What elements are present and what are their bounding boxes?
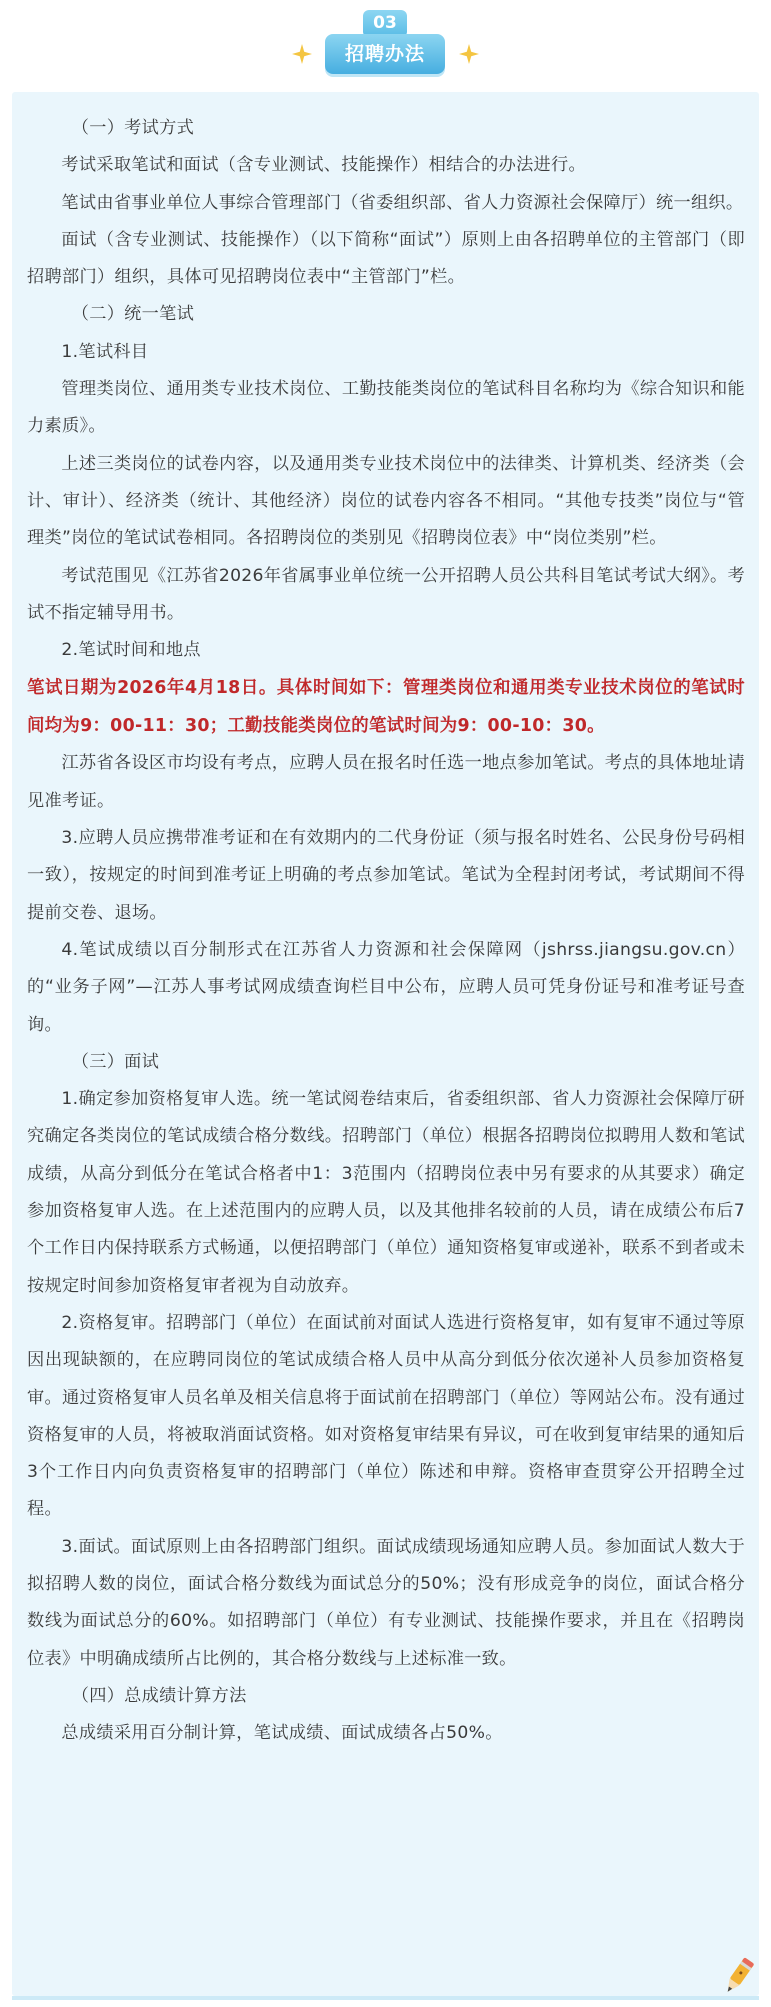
section-title: 招聘办法 xyxy=(325,34,445,74)
section-number-badge: 03 xyxy=(363,10,407,36)
paragraph: 总成绩采用百分制计算，笔试成绩、面试成绩各占50%。 xyxy=(61,1723,503,1744)
paragraph: 2.资格复审。招聘部门（单位）在面试前对面试人选进行资格复审，如有复审不通过等原因出现缺额的，在应聘同岗位的笔试成绩合格人员中从高分到低分依次递补人员参加资格复审。通过资格复审人员名单及相关信息将于面试前在招聘部门（单位）等网站公布。没有通过资格复审的人员，将被取消面试资格。如对资格复审结果有异议，可在收到复审结果的通知后3个工作日内向负责资格复审的招聘部门（单位）陈述和申辩。资格审查贯穿公开招聘全过程。 xyxy=(27,1312,745,1520)
paragraph: 3.面试。面试原则上由各招聘部门组织。面试成绩现场通知应聘人员。参加面试人数大于拟招聘人数的岗位，面试合格分数线为面试总分的50%；没有形成竞争的岗位，面试合格分数线为面试总分的60%。如招聘部门（单位）有专业测试、技能操作要求，并且在《招聘岗位表》中明确成绩所占比例的，其合格分数线与上述标准一致。 xyxy=(27,1536,745,1669)
paragraph: 笔试由省事业单位人事综合管理部门（省委组织部、省人力资源社会保障厅）统一组织。 xyxy=(61,192,744,213)
article-body xyxy=(27,110,745,1752)
paragraph: 考试范围见《江苏省2026年省属事业单位统一公开招聘人员公共科目笔试考试大纲》。考试不指定辅导用书。 xyxy=(27,565,745,623)
subsection-heading-exam-method: （一）考试方式 xyxy=(71,118,195,138)
paragraph: 考试采取笔试和面试（含专业测试、技能操作）相结合的办法进行。 xyxy=(61,155,587,176)
paragraph: 江苏省各设区市均设有考点，应聘人员在报名时任选一地点参加笔试。考点的具体地址请见准考证。 xyxy=(27,753,745,811)
paragraph: 管理类岗位、通用类专业技术岗位、工勤技能类岗位的笔试科目名称均为《综合知识和能力素质》。 xyxy=(27,379,745,437)
panel-bottom-border xyxy=(12,1996,759,2000)
subsection-heading-interview: （三）面试 xyxy=(71,1051,160,1072)
paragraph-heading: 1.笔试科目 xyxy=(61,341,149,362)
section-header xyxy=(0,0,771,92)
paragraph: 上述三类岗位的试卷内容，以及通用类专业技术岗位中的法律类、计算机类、经济类（会计、审计）、经济类（统计、其他经济）岗位的试卷内容各不相同。“其他专技类”岗位与“管理类”岗位的笔试试卷相同。各招聘岗位的类别见《招聘岗位表》中“岗位类别”栏。 xyxy=(27,453,745,549)
paragraph: 1.确定参加资格复审人选。统一笔试阅卷结束后，省委组织部、省人力资源社会保障厅研究确定各类岗位的笔试成绩合格分数线。招聘部门（单位）根据各招聘岗位拟聘用人数和笔试成绩，从高分到低分在笔试合格者中1：3范围内（招聘岗位表中另有要求的从其要求）确定参加资格复审人选。在上述范围内的应聘人员，以及其他排名较前的人员，请在成绩公布后7个工作日内保持联系方式畅通，以便招聘部门（单位）通知资格复审或递补，联系不到者或未按规定时间参加资格复审者视为自动放弃。 xyxy=(27,1089,745,1296)
pencil-icon xyxy=(720,1955,756,1999)
paragraph: 4.笔试成绩以百分制形式在江苏省人力资源和社会保障网（jshrss.jiangsu.gov.cn）的“业务子网”—江苏人事考试网成绩查询栏目中公布，应聘人员可凭身份证号和准考证号查询。 xyxy=(27,939,745,1035)
paragraph-heading: 2.笔试时间和地点 xyxy=(61,640,201,661)
paragraph: 3.应聘人员应携带准考证和在有效期内的二代身份证（须与报名时姓名、公民身份号码相一致），按规定的时间到准考证上明确的考点参加笔试。笔试为全程封闭考试，考试期间不得提前交卷、退场。 xyxy=(27,828,745,923)
subsection-heading-total-score: （四）总成绩计算方法 xyxy=(71,1685,247,1706)
subsection-heading-written-exam: （二）统一笔试 xyxy=(71,304,195,325)
highlighted-exam-schedule: 笔试日期为2026年4月18日。具体时间如下：管理类岗位和通用类专业技术岗位的笔试时间均为9：00-11：30；工勤技能类岗位的笔试时间为9：00-10：30。 xyxy=(27,678,745,737)
sparkle-icon xyxy=(292,44,312,64)
paragraph: 面试（含专业测试、技能操作）（以下简称“面试”）原则上由各招聘单位的主管部门（即招聘部门）组织，具体可见招聘岗位表中“主管部门”栏。 xyxy=(27,229,745,288)
sparkle-icon xyxy=(459,44,479,64)
